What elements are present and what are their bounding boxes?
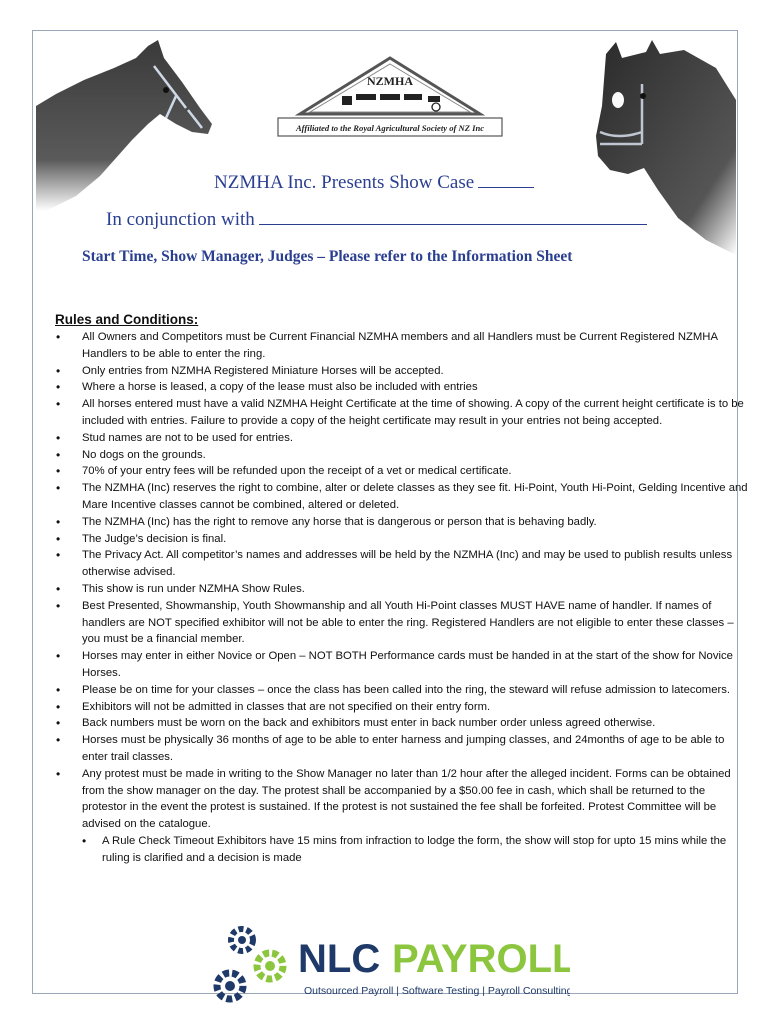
horse-left-image [36, 36, 216, 211]
rules-heading: Rules and Conditions: [55, 312, 199, 327]
svg-text:PAYROLL: PAYROLL [392, 937, 570, 981]
conjunction-line: In conjunction with [106, 209, 647, 231]
rules-list [48, 329, 752, 867]
nlc-payroll-logo-mark [200, 922, 570, 1006]
gear-icon [217, 973, 243, 999]
rule-item: • 70% of your entry fees will be refunded upon the receipt of a vet or medical certificate. [82, 463, 752, 480]
svg-text:Outsourced Payroll | Software: Outsourced Payroll | Software Testing | Payroll Consulting [304, 985, 570, 997]
gear-icon [257, 953, 283, 979]
conjunction-blank[interactable] [259, 209, 647, 225]
rule-item: • The NZMHA (Inc) reserves the right to combine, alter or delete classes as they see fit. Hi-Point, Youth Hi-Point, Gelding Incentive and Mare Incentive classes cannot be combined, altered or deleted. [82, 480, 752, 514]
rule-item: • The Judge’s decision is final. [82, 531, 752, 548]
rule-item: • Back numbers must be worn on the back and exhibitors must enter in back number order unless agreed otherwise. [82, 715, 752, 732]
nzmha-logo [270, 52, 510, 152]
svg-text:NZMHA: NZMHA [367, 74, 413, 88]
rule-item: • Horses must be physically 36 months of age to be able to enter harness and jumping classes, and 24months of age to be able to enter trail classes. [82, 732, 752, 766]
rule-item: • Stud names are not to be used for entries. [82, 430, 752, 447]
horse-carriage-icon [342, 94, 440, 111]
show-case-blank[interactable] [478, 172, 534, 188]
rule-item: • Best Presented, Showmanship, Youth Showmanship and all Youth Hi-Point classes MUST HAVE name of handler. If names of handlers are NOT specified exhibitor will not be able to enter the ring. Registered Handlers are not eligible to enter these classes – you must be a financial member. [82, 598, 752, 648]
rule-item: • Where a horse is leased, a copy of the lease must also be included with entries [82, 379, 752, 396]
svg-text:NLC: NLC [298, 937, 381, 981]
rule-item: • This show is run under NZMHA Show Rules. [82, 581, 752, 598]
rule-item: • Exhibitors will not be admitted in classes that are not specified on their entry form. [82, 699, 752, 716]
start-time-notice: Start Time, Show Manager, Judges – Please refer to the Information Sheet [82, 248, 573, 265]
rule-item: • Any protest must be made in writing to the Show Manager no later than 1/2 hour after the alleged incident. Forms can be obtained from the show manager on the day. The protest shall be accompanied by a $50.00 fee in cash, which shall be returned to the protestor in the event the protest is sustained. If the protest is not sustained the fee shall be forfeited. Protest Committee will be advised on the catalogue. [82, 766, 752, 833]
rule-item: • Horses may enter in either Novice or Open – NOT BOTH Performance cards must be handed in at the start of the show for Novice Horses. [82, 648, 752, 682]
page-title: NZMHA Inc. Presents Show Case [214, 172, 534, 194]
rule-item: • Only entries from NZMHA Registered Miniature Horses will be accepted. [82, 363, 752, 380]
gear-icon [231, 929, 253, 951]
rule-item: • No dogs on the grounds. [82, 447, 752, 464]
rule-item: • Please be on time for your classes – once the class has been called into the ring, the steward will refuse admission to latecomers. [82, 682, 752, 699]
rule-item: • The Privacy Act. All competitor’s names and addresses will be held by the NZMHA (Inc) and may be used to publish results unless otherwise advised. [82, 547, 752, 581]
nzmha-logo-mark [270, 52, 510, 152]
nlc-payroll-logo [200, 922, 570, 1006]
rule-item: • The NZMHA (Inc) has the right to remove any horse that is dangerous or person that is behaving badly. [82, 514, 752, 531]
svg-text:Affiliated to the Royal Agricu: Affiliated to the Royal Agricultural Society of NZ Inc [295, 123, 485, 133]
rule-item: • All Owners and Competitors must be Current Financial NZMHA members and all Handlers must be Current Registered NZMHA Handlers to be able to enter the ring. [82, 329, 752, 363]
rule-item: • All horses entered must have a valid NZMHA Height Certificate at the time of showing. A copy of the current height certificate is to be included with entries. Failure to provide a copy of the height certificate may result in your entries not being accepted. [82, 396, 752, 430]
rule-sub-item: • A Rule Check Timeout Exhibitors have 15 mins from infraction to lodge the form, the show will stop for upto 15 mins while the ruling is clarified and a decision is made [102, 833, 752, 867]
